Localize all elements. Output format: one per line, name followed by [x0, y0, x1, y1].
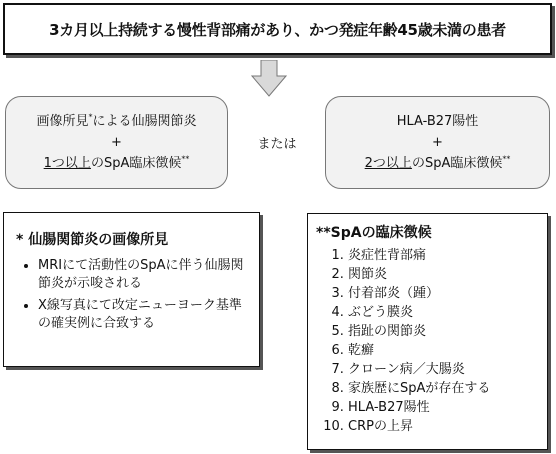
clinical-feature-item: 1. 炎症性背部痛	[348, 246, 539, 265]
imaging-criteria-line1	[36, 111, 196, 132]
imaging-criteria-box	[5, 96, 228, 189]
clinical-footnote-mark: **	[181, 154, 190, 164]
hla-positive-label: HLA-B27陽性	[396, 114, 479, 129]
clinical-features-box	[307, 213, 548, 450]
imaging-footnote-mark: *	[88, 112, 93, 122]
imaging-findings-title: * 仙腸関節炎の画像所見	[16, 232, 169, 248]
clinical-feature-item: 4. ぶどう膜炎	[348, 303, 539, 322]
imaging-finding-item: • MRIにて活動性のSpAに伴う仙腸関節炎が示唆される	[38, 257, 251, 293]
clinical-feature-item: 10. CRPの上昇	[348, 417, 539, 436]
two-or-more-label: 2つ以上	[364, 156, 412, 171]
clinical-feature-item: 7. クローン病／大腸炎	[348, 360, 539, 379]
sacroiliitis-label: による仙腸関節炎	[92, 114, 197, 129]
imaging-finding-item: • X線写真にて改定ニューヨーク基準の確実例に合致する	[38, 297, 251, 333]
spa-features-label: のSpA臨床徴候	[90, 156, 182, 171]
imaging-criteria-line3	[44, 153, 190, 174]
hla-criteria-line3	[365, 153, 511, 174]
plus-sign: +	[111, 135, 122, 150]
clinical-feature-item: 8. 家族歴にSpAが存在する	[348, 379, 539, 398]
plus-sign: +	[432, 135, 443, 150]
clinical-features-title: **SpAの臨床徴候	[316, 225, 432, 241]
patient-condition-text: 3カ月以上持続する慢性背部痛があり、かつ発症年齢45歳未満の患者	[49, 20, 506, 39]
clinical-footnote-mark: **	[502, 154, 511, 164]
clinical-feature-item: 6. 乾癬	[348, 341, 539, 360]
clinical-feature-item: 9. HLA-B27陽性	[348, 398, 539, 417]
imaging-findings-list	[12, 257, 251, 333]
hla-criteria-box	[325, 96, 550, 189]
patient-condition-box	[3, 3, 552, 55]
clinical-features-list	[316, 246, 539, 436]
or-connector: または	[257, 137, 297, 152]
one-or-more-label: 1つ以上	[43, 156, 91, 171]
spa-features-label: のSpA臨床徴候	[411, 156, 503, 171]
down-arrow-icon	[251, 60, 287, 98]
clinical-feature-item: 3. 付着部炎（踵）	[348, 284, 539, 303]
imaging-finding-label: 画像所見	[36, 114, 89, 129]
imaging-findings-box	[3, 212, 260, 367]
clinical-feature-item: 5. 指趾の関節炎	[348, 322, 539, 341]
clinical-feature-item: 2. 関節炎	[348, 265, 539, 284]
